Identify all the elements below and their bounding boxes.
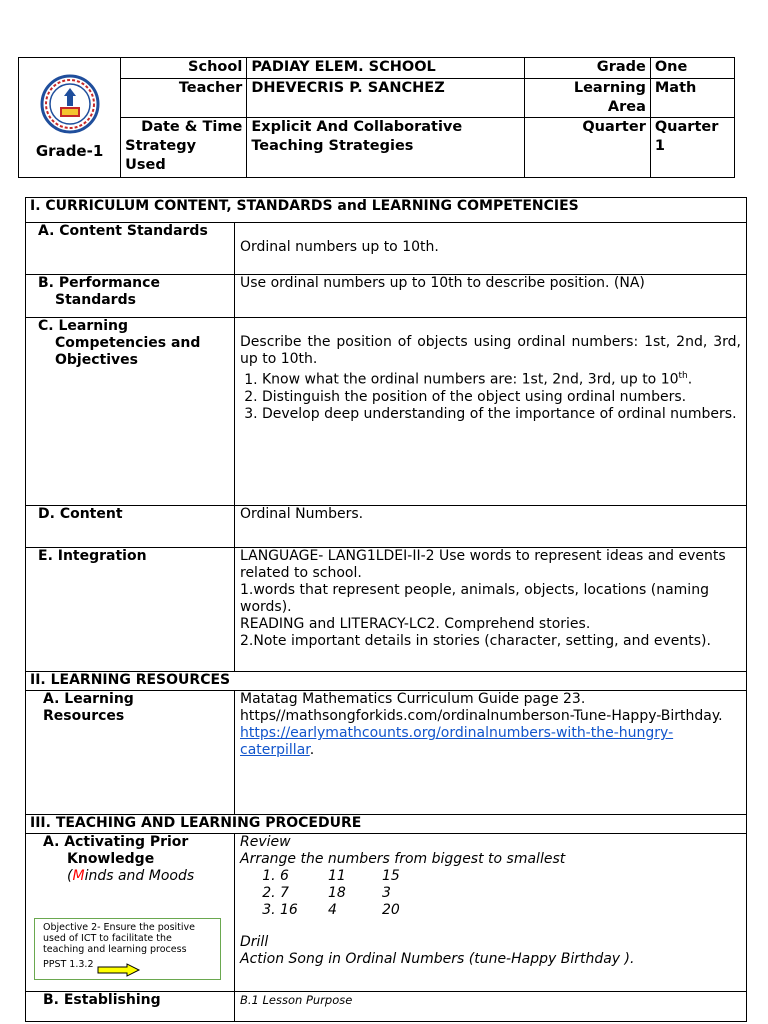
teacher-value: DHEVECRIS P. SANCHEZ <box>247 79 524 118</box>
number-value: 16 <box>280 902 298 918</box>
content-standards-value: Ordinal numbers up to 10th. <box>235 223 747 275</box>
objective-item: 1. Know what the ordinal numbers are: 1st, 2nd, 3rd, up to 10th. <box>262 368 741 389</box>
integration-value: LANGUAGE- LANG1LDEI-II-2 Use words to represent ideas and events related to school. 1.words that represent people, animals, objects, locations (naming words). READING and LITERACY-LC2. Comprehend stories. 2.Note important details in stories (character, setting, and events). <box>235 548 747 672</box>
number-value: 11 <box>328 868 346 884</box>
number-value: 15 <box>382 868 400 884</box>
competencies-label: C. Learning Competencies and Objectives <box>26 318 235 506</box>
number-row <box>280 885 741 902</box>
learning-area-label: Learning Area <box>524 79 650 118</box>
number-row <box>280 868 741 885</box>
content-label: D. Content <box>26 506 235 548</box>
learning-resources-value: Matatag Mathematics Curriculum Guide page 23. https//mathsongforkids.com/ordinalnumberson-Tune-Happy-Birthday. https://earlymathcounts.org/ordinalnumbers-with-the-hungry-caterpillar. <box>235 691 747 815</box>
establishing-label: B. Establishing <box>26 992 235 1022</box>
teacher-label: Teacher <box>121 79 247 118</box>
logo-cell <box>19 58 121 178</box>
quarter-value: Quarter 1 <box>650 118 734 178</box>
number-value: 20 <box>382 902 400 918</box>
activating-knowledge-value: Review Arrange the numbers from biggest to smallest 1. 6 11 15 2. 7 18 3 3. 16 4 20 Drill Action Song in Ordinal Numbers (tune-Happy Birthday ). <box>235 834 747 992</box>
number-value: 4 <box>328 902 337 918</box>
content-value: Ordinal Numbers. <box>235 506 747 548</box>
section-curriculum: I. CURRICULUM CONTENT, STANDARDS and LEARNING COMPETENCIES <box>26 198 747 223</box>
establishing-value: B.1 Lesson Purpose <box>235 992 747 1022</box>
grade-field-label: Grade <box>524 58 650 79</box>
number-value: 7 <box>280 885 289 901</box>
number-list <box>240 868 741 919</box>
number-value: 6 <box>280 868 289 884</box>
grade-label: Grade-1 <box>35 141 104 160</box>
competencies-value <box>235 318 747 506</box>
performance-standards-label: B. Performance Standards <box>26 275 235 318</box>
arrow-right-icon <box>97 963 141 977</box>
grade-value: One <box>650 58 734 79</box>
number-value: 3 <box>382 885 391 901</box>
competencies-intro: Describe the position of objects using ordinal numbers: 1st, 2nd, 3rd, up to 10th. <box>240 334 741 367</box>
number-value: 18 <box>328 885 346 901</box>
objective-note-box: Objective 2- Ensure the positive used of ICT to facilitate the teaching and learning process PPST 1.3.2 <box>34 918 221 980</box>
strategy-value: Explicit And Collaborative Teaching Strategies <box>247 118 524 178</box>
performance-standards-value: Use ordinal numbers up to 10th to describe position. (NA) <box>235 275 747 318</box>
objective-item: 3. Develop deep understanding of the importance of ordinal numbers. <box>262 406 741 423</box>
learning-resources-label: A. Learning Resources <box>26 691 235 815</box>
date-strategy-label: Date & Time Strategy Used <box>121 118 247 178</box>
lesson-plan-table <box>25 197 747 1022</box>
activating-knowledge-label: A. Activating Prior Knowledge (Minds and Moods Objective 2- Ensure the positive used of ICT to facilitate the teaching and learning process PPST 1.3.2 <box>26 834 235 992</box>
integration-label: E. Integration <box>26 548 235 672</box>
quarter-label: Quarter <box>524 118 650 178</box>
section-procedure: III. TEACHING AND LEARNING PROCEDURE <box>26 815 747 834</box>
objectives-list <box>240 368 741 423</box>
school-value: PADIAY ELEM. SCHOOL <box>247 58 524 79</box>
section-resources: II. LEARNING RESOURCES <box>26 672 747 691</box>
deped-seal-icon <box>40 74 100 134</box>
header-table <box>18 57 735 178</box>
school-label: School <box>121 58 247 79</box>
number-row <box>280 902 741 919</box>
caterpillar-link[interactable]: https://earlymathcounts.org/ordinalnumbers-with-the-hungry-caterpillar <box>240 725 674 758</box>
objective-item: 2. Distinguish the position of the object using ordinal numbers. <box>262 389 741 406</box>
content-standards-label: A. Content Standards <box>26 223 235 275</box>
learning-area-value: Math <box>650 79 734 118</box>
ppst-label: PPST 1.3.2 <box>43 959 94 970</box>
